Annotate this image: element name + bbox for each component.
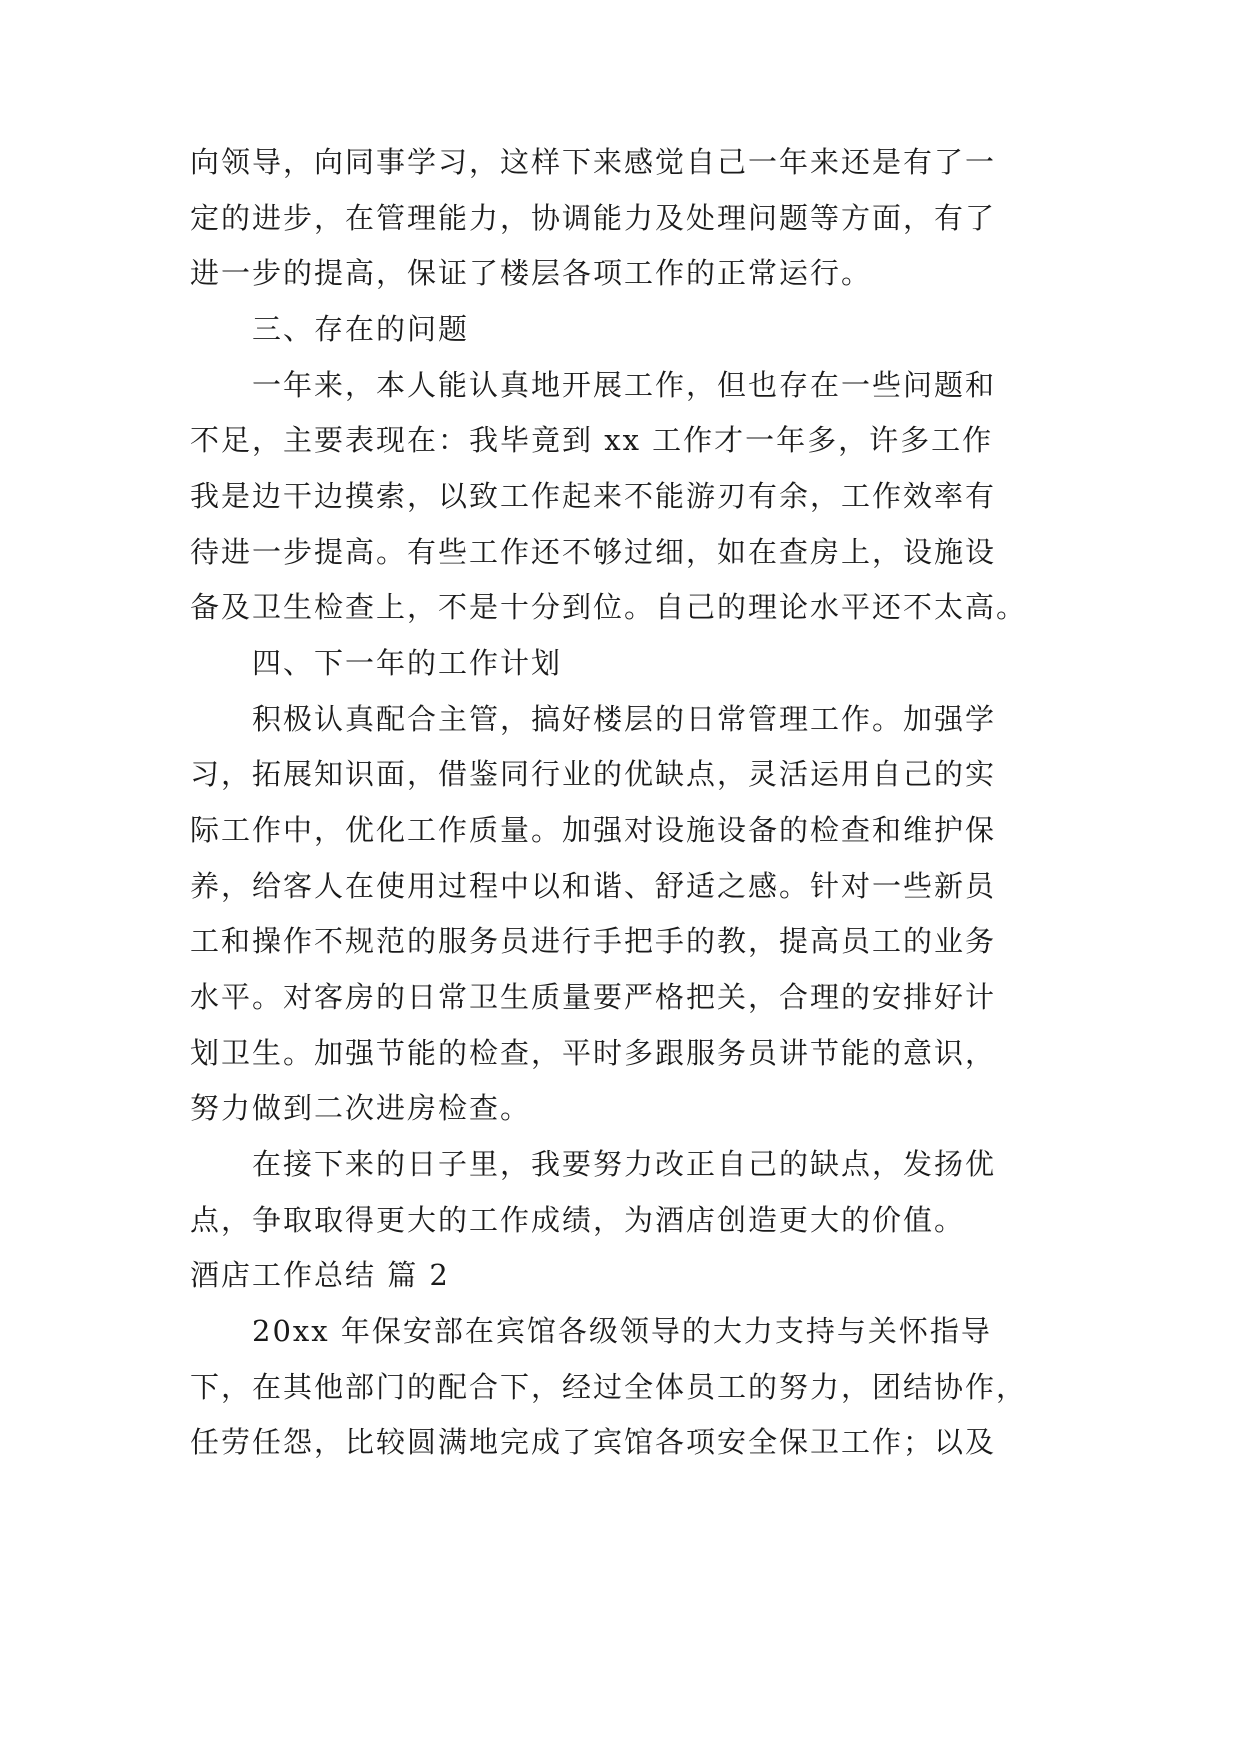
section-heading-plan: 四、下一年的工作计划 — [252, 646, 563, 680]
paragraph-line: 划卫生。加强节能的检查，平时多跟服务员讲节能的意识， — [190, 1036, 997, 1070]
paragraph-line: 进一步的提高，保证了楼层各项工作的正常运行。 — [190, 256, 873, 290]
section-heading-issues: 三、存在的问题 — [252, 312, 470, 346]
paragraph-line: 水平。对客房的日常卫生质量要严格把关，合理的安排好计 — [190, 980, 997, 1014]
paragraph-line: 点，争取取得更大的工作成绩，为酒店创造更大的价值。 — [190, 1203, 966, 1237]
paragraph-line: 待进一步提高。有些工作还不够过细，如在查房上，设施设 — [190, 535, 997, 569]
paragraph-line: 工和操作不规范的服务员进行手把手的教，提高员工的业务 — [190, 924, 997, 958]
paragraph-line: 一年来，本人能认真地开展工作，但也存在一些问题和 — [252, 368, 997, 402]
paragraph-line: 际工作中，优化工作质量。加强对设施设备的检查和维护保 — [190, 813, 997, 847]
paragraph-line: 不足，主要表现在：我毕竟到 xx 工作才一年多，许多工作 — [190, 423, 994, 457]
paragraph-line: 任劳任怨，比较圆满地完成了宾馆各项安全保卫工作；以及 — [190, 1425, 997, 1459]
paragraph-line: 向领导，向同事学习，这样下来感觉自己一年来还是有了一 — [190, 145, 997, 179]
paragraph-line: 定的进步，在管理能力，协调能力及处理问题等方面，有了 — [190, 201, 997, 235]
paragraph-line: 备及卫生检查上，不是十分到位。自己的理论水平还不太高。 — [190, 590, 1028, 624]
paragraph-line: 在接下来的日子里，我要努力改正自己的缺点，发扬优 — [252, 1147, 997, 1181]
paragraph-line: 努力做到二次进房检查。 — [190, 1091, 532, 1125]
paragraph-line: 习，拓展知识面，借鉴同行业的优缺点，灵活运用自己的实 — [190, 757, 997, 791]
paragraph-line: 积极认真配合主管，搞好楼层的日常管理工作。加强学 — [252, 702, 997, 736]
paragraph-line: 下，在其他部门的配合下，经过全体员工的努力，团结协作， — [190, 1370, 1028, 1404]
paragraph-line: 20xx 年保安部在宾馆各级领导的大力支持与关怀指导 — [252, 1314, 992, 1348]
article-title-part-2: 酒店工作总结 篇 2 — [190, 1258, 450, 1292]
paragraph-line: 养，给客人在使用过程中以和谐、舒适之感。针对一些新员 — [190, 869, 997, 903]
paragraph-line: 我是边干边摸索，以致工作起来不能游刃有余，工作效率有 — [190, 479, 997, 513]
